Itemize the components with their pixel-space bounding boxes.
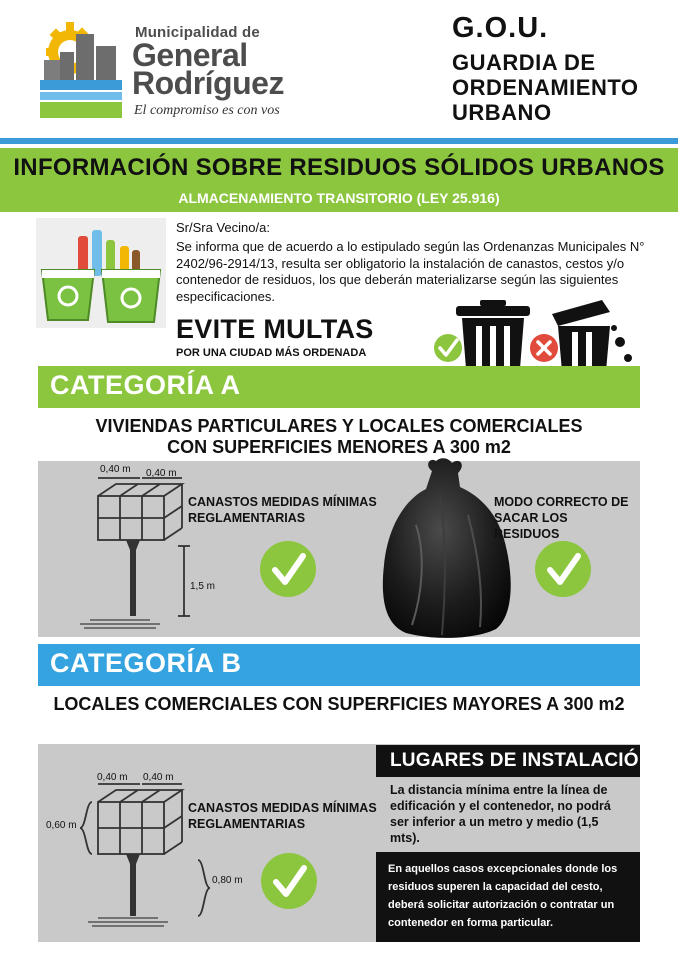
dimension-label: 0,40 m xyxy=(146,468,177,479)
basket-note: CANASTOS MEDIDAS MÍNIMAS REGLAMENTARIAS xyxy=(188,495,377,525)
category-b-label: CATEGORÍA B xyxy=(50,648,242,678)
dimension-label: 0,40 m xyxy=(143,772,174,783)
gou-line-3: URBANO xyxy=(452,100,552,125)
installation-heading: LUGARES DE INSTALACIÓN xyxy=(390,750,653,771)
wire-basket-icon xyxy=(48,766,248,936)
basket-note: CANASTOS MEDIDAS MÍNIMAS REGLAMENTARIAS xyxy=(188,801,377,831)
garbage-bag-icon xyxy=(376,455,516,640)
category-a-label: CATEGORÍA A xyxy=(50,370,241,400)
logo-line1: Municipalidad de xyxy=(135,24,260,41)
dimension-label: 0,60 m xyxy=(46,820,77,831)
dimension-label: 0,40 m xyxy=(100,464,131,475)
check-icon xyxy=(259,540,317,598)
municipal-logo-icon xyxy=(40,12,124,120)
logo-line2: General xyxy=(132,37,248,73)
check-icon xyxy=(434,334,462,362)
check-icon xyxy=(260,852,318,910)
gou-line-1: GUARDIA DE xyxy=(452,50,596,75)
dimension-label: 1,5 m xyxy=(190,581,216,592)
dimension-label: 0,40 m xyxy=(97,772,128,783)
dimension-label: 0,80 m xyxy=(212,875,243,886)
recycle-bins-icon xyxy=(36,218,166,328)
logo-line3: Rodríguez xyxy=(132,65,284,101)
category-b-description: LOCALES COMERCIALES CON SUPERFICIES MAYORES A 300 m2 xyxy=(53,694,625,714)
header-divider xyxy=(0,138,678,144)
bag-note: MODO CORRECTO DE SACAR LOS RESIDUOS xyxy=(494,495,629,541)
installation-text: La distancia mínima entre la línea de edificación y el contenedor, no podrá ser inferior a un metro y medio (1,5 mts). xyxy=(390,783,611,845)
cross-icon xyxy=(530,334,558,362)
gou-line-2: ORDENAMIENTO xyxy=(452,75,639,100)
evite-multas-heading: EVITE MULTAS xyxy=(176,314,374,344)
category-a-description-line2: CON SUPERFICIES MENORES A 300 m2 xyxy=(167,437,511,457)
category-a-description-line1: VIVIENDAS PARTICULARES Y LOCALES COMERCIALES xyxy=(95,416,583,436)
page-title: INFORMACIÓN SOBRE RESIDUOS SÓLIDOS URBANOS xyxy=(13,154,665,181)
intro-salutation: Sr/Sra Vecino/a: xyxy=(176,220,270,235)
evite-multas-subheading: POR UNA CIUDAD MÁS ORDENADA xyxy=(176,347,367,359)
exception-text: En aquellos casos excepcionales donde los residuos superen la capacidad del cesto, deberá solicitar autorización o contratar un contenedor en forma particular. xyxy=(388,863,618,929)
logo-tagline: El compromiso es con vos xyxy=(134,103,280,118)
check-icon xyxy=(534,540,592,598)
page-subtitle: ALMACENAMIENTO TRANSITORIO (LEY 25.916) xyxy=(178,190,500,206)
intro-text: Se informa que de acuerdo a lo estipulado según las Ordenanzas Municipales N° 2402/96-2914/13, resulta ser obligatorio la instalación de canastos, cestos y/o contenedor de residuos, los que deberán materializarse según las siguientes especificaciones. xyxy=(176,239,645,304)
wire-basket-icon xyxy=(70,466,250,634)
gou-title: G.O.U. xyxy=(452,12,549,44)
